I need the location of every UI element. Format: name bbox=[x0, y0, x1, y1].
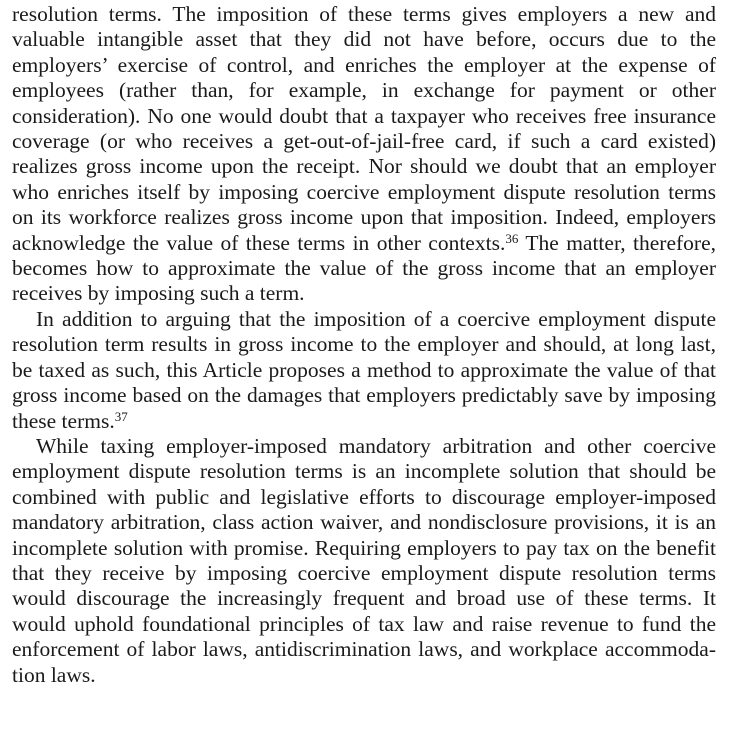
footnote-marker-36[interactable]: 36 bbox=[505, 230, 519, 246]
paragraph-1 bbox=[12, 2, 716, 307]
paragraph-text: The matter, therefore, becomes how to approximate the value of the gross income that an employer receives by imposing such a term. bbox=[12, 230, 716, 306]
paragraph-text: resolution terms. The imposition of these terms gives employers a new and valuable intangible asset that they did not have before, occurs due to the employers’ exercise of control, and enriches the employer at the expense of employees (rather than, for example, in exchange for payment or other consideration). No one would doubt that a taxpayer who receives free insurance coverage (or who receives a get-out-of-jail-free card, if such a card existed) realizes gross income upon the receipt. Nor should we doubt that an employer who enriches itself by imposing coercive employment dispute resolution terms on its workforce realizes gross income upon that imposition. Indeed, employers acknowledge the value of these terms in other contexts. bbox=[12, 2, 716, 255]
footnote-marker-37[interactable]: 37 bbox=[114, 408, 128, 424]
paragraph-2 bbox=[12, 307, 716, 434]
document-page bbox=[12, 2, 716, 688]
paragraph-text: While taxing employer-imposed mandatory arbitration and other coercive employment dispute resolution terms is an incomplete solution that should be combined with public and legislative efforts to discourage employer-imposed mandatory arbitration, class action waiver, and nondisclosure provisions, it is an incomplete solution with promise. Requiring employers to pay tax on the benefit that they receive by imposing coercive employment dispute resolution terms would discourage the increasingly frequent and broad use of these terms. It would uphold foundational principles of tax law and raise revenue to fund the enforcement of labor laws, antidiscrimination laws, and workplace accommodation laws. bbox=[12, 433, 716, 687]
paragraph-text: In addition to arguing that the imposition of a coercive employment dispute resolution term results in gross income to the employer and should, at long last, be taxed as such, this Article proposes a method to approximate the value of that gross income based on the damages that employers predictably save by imposing these terms. bbox=[12, 306, 716, 433]
paragraph-3 bbox=[12, 434, 716, 688]
